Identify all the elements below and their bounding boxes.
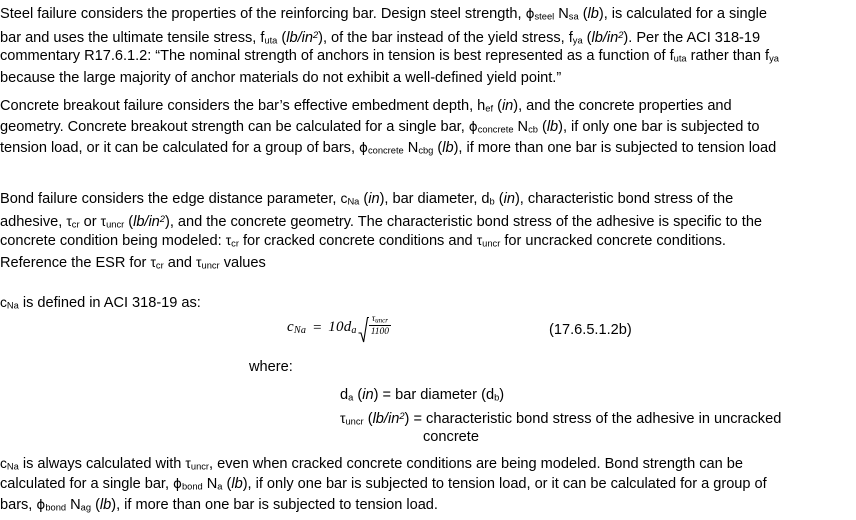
text-run: ( bbox=[537, 119, 547, 136]
paragraph-body bbox=[0, 292, 856, 313]
text-run: Concrete breakout failure considers the bar’s effective embedment depth, h bbox=[0, 98, 486, 114]
symbol-phi: ϕ bbox=[36, 497, 46, 514]
variable-symbol: c bbox=[0, 294, 7, 310]
text-run: ( bbox=[353, 387, 363, 403]
subscript: steel bbox=[534, 11, 555, 22]
symbol-phi: ϕ bbox=[173, 476, 182, 493]
text-run: bars, bbox=[0, 497, 37, 514]
subscript: a bbox=[348, 392, 354, 403]
text-run: Bond failure considers the edge distance parameter, bbox=[0, 191, 341, 207]
text-run: ( bbox=[582, 30, 592, 47]
symbol-phi: ϕ bbox=[525, 6, 535, 22]
text-run: Steel failure considers the properties of the reinforcing bar. Design steel strength, bbox=[0, 6, 526, 22]
subscript: ya bbox=[769, 53, 779, 64]
subscript: Na bbox=[347, 196, 360, 207]
text-line bbox=[0, 292, 856, 313]
variable-symbol: τ bbox=[340, 409, 346, 426]
subscript: ef bbox=[485, 103, 494, 114]
italic-text: lb bbox=[231, 476, 243, 493]
text-run: is defined in ACI 318-19 as: bbox=[18, 295, 201, 311]
subscript: b bbox=[494, 392, 500, 403]
subscript: cr bbox=[71, 219, 80, 230]
paragraph-body bbox=[0, 188, 856, 273]
text-line bbox=[0, 25, 856, 46]
italic-text: lb/in bbox=[591, 30, 619, 47]
text-run: values bbox=[219, 254, 266, 271]
variable-symbol: τ bbox=[100, 213, 107, 230]
where-definition-continuation bbox=[423, 427, 479, 448]
subscript: uncr bbox=[106, 219, 125, 230]
paragraph-cna-always-uncracked bbox=[0, 453, 856, 517]
superscript: 2 bbox=[312, 30, 319, 41]
variable-symbol: τ bbox=[66, 213, 72, 230]
text-run: and bbox=[163, 254, 197, 271]
paragraph-cna-definition-lead-in bbox=[0, 292, 856, 313]
subscript: concrete bbox=[477, 124, 514, 135]
text-run: ( bbox=[359, 191, 369, 207]
text-run: N bbox=[554, 6, 569, 22]
subscript: uncr bbox=[345, 416, 364, 427]
subscript: ya bbox=[572, 35, 583, 46]
italic-text: lb/in bbox=[372, 410, 400, 427]
variable-symbol: τ bbox=[476, 232, 483, 249]
text-run: Reference the ESR for bbox=[0, 254, 151, 271]
subscript: ag bbox=[80, 502, 92, 513]
subscript: cb bbox=[528, 124, 538, 135]
where-label: where: bbox=[249, 359, 293, 375]
subscript: Na bbox=[6, 461, 19, 472]
equation-fraction bbox=[368, 314, 392, 343]
text-run: ) = characteristic bond stress of the adhesive in uncracked bbox=[404, 410, 782, 427]
text-line bbox=[0, 453, 856, 474]
radical-sign-icon bbox=[358, 313, 368, 343]
italic-text: lb bbox=[587, 6, 599, 22]
italic-text: in bbox=[501, 98, 514, 114]
text-run: , even when cracked concrete conditions are being modeled. Bond strength can be bbox=[209, 456, 743, 472]
text-run: ( bbox=[277, 30, 287, 47]
subscript: uncr bbox=[201, 260, 220, 271]
text-run: ) bbox=[499, 387, 505, 403]
text-run: N bbox=[202, 476, 218, 493]
text-line bbox=[0, 96, 856, 117]
where-definition-tau-uncr bbox=[340, 406, 781, 433]
text-run: N bbox=[403, 140, 419, 157]
italic-text: lb/in bbox=[133, 214, 160, 231]
text-run: adhesive, bbox=[0, 214, 67, 231]
text-line bbox=[0, 68, 856, 89]
text-run: rather than f bbox=[686, 48, 770, 65]
superscript: 2 bbox=[618, 30, 624, 41]
symbol-phi: ϕ bbox=[359, 140, 368, 157]
subscript: b bbox=[489, 196, 495, 207]
text-line bbox=[0, 117, 856, 138]
subscript: sa bbox=[568, 11, 579, 22]
italic-text: lb/in bbox=[286, 30, 313, 47]
subscript: uta bbox=[264, 35, 278, 46]
text-line bbox=[0, 495, 856, 516]
paragraph-steel-failure bbox=[0, 4, 856, 89]
subscript: a bbox=[217, 481, 223, 492]
text-run: ( bbox=[91, 497, 100, 514]
equation-coefficient: $10d_a$ bbox=[328, 319, 357, 337]
text-run: ), characteristic bond stress of the bbox=[514, 191, 734, 207]
text-run: is always calculated with bbox=[18, 456, 186, 472]
variable-symbol: c bbox=[340, 190, 348, 206]
symbol-phi: ϕ bbox=[468, 119, 478, 136]
text-run: for cracked concrete conditions and bbox=[238, 233, 477, 250]
text-line bbox=[0, 252, 856, 273]
text-run: ( bbox=[124, 214, 134, 231]
italic-text: lb bbox=[99, 497, 112, 514]
text-run: tension load, or it can be calculated for a group of bars, bbox=[0, 140, 360, 157]
equation-block bbox=[0, 313, 856, 453]
text-line bbox=[0, 230, 856, 251]
text-run: ( bbox=[222, 476, 232, 493]
paragraph-body bbox=[0, 96, 856, 160]
text-run: ), if more than one bar is subjected to tension load. bbox=[111, 497, 438, 514]
subscript: bond bbox=[181, 481, 203, 492]
equation-number: (17.6.5.1.2b) bbox=[549, 322, 632, 338]
text-run: for uncracked concrete conditions. bbox=[500, 233, 726, 250]
paragraph-bond-failure bbox=[0, 188, 856, 273]
subscript: cr bbox=[155, 260, 164, 271]
text-run: ( bbox=[363, 410, 373, 427]
text-run: commentary R17.6.1.2: “The nominal strength of anchors in tension is best represented as a function of f bbox=[0, 48, 674, 65]
text-run: ), and the concrete properties and bbox=[513, 98, 732, 114]
subscript: uncr bbox=[482, 238, 501, 249]
text-run: calculated for a single bar, bbox=[0, 476, 174, 493]
text-line bbox=[0, 138, 856, 159]
text-line bbox=[0, 209, 856, 230]
variable-symbol: τ bbox=[150, 253, 156, 270]
paragraph-concrete-breakout-failure bbox=[0, 96, 856, 160]
fraction-denominator: 1100 bbox=[370, 326, 389, 337]
subscript: bond bbox=[45, 502, 67, 513]
equation-equals-sign: = bbox=[312, 319, 323, 336]
text-line bbox=[0, 188, 856, 209]
italic-text: in bbox=[503, 191, 515, 207]
text-run: ), bar diameter, d bbox=[379, 191, 490, 207]
italic-text: in bbox=[368, 191, 380, 207]
paragraph-body bbox=[0, 4, 856, 89]
superscript: 2 bbox=[159, 214, 165, 225]
text-run: ). Per the ACI 318-19 bbox=[623, 30, 761, 47]
fraction-numerator: $\tau_{uncr}$ bbox=[369, 314, 391, 326]
superscript: 2 bbox=[399, 411, 405, 421]
text-run: ), if more than one bar is subjected to tension load bbox=[453, 140, 777, 157]
text-run: ( bbox=[493, 98, 502, 114]
variable-symbol: τ bbox=[185, 455, 191, 471]
text-run: ( bbox=[433, 140, 443, 157]
subscript: uncr bbox=[190, 461, 210, 472]
text-run: ), of the bar instead of the yield stress, f bbox=[318, 30, 573, 47]
text-line bbox=[0, 4, 856, 25]
text-run: ( bbox=[578, 6, 588, 22]
text-run: ), is calculated for a single bbox=[598, 6, 767, 22]
text-run: N bbox=[513, 119, 529, 136]
text-line bbox=[0, 46, 856, 67]
text-run: concrete bbox=[423, 429, 479, 445]
text-run: geometry. Concrete breakout strength can be calculated for a single bar, bbox=[0, 119, 469, 136]
text-run: d bbox=[340, 387, 349, 403]
text-run: ), and the concrete geometry. The characteristic bond stress of the adhesive is specific to the bbox=[164, 214, 763, 231]
italic-text: lb bbox=[442, 140, 454, 157]
text-run: ) = bar diameter (d bbox=[373, 387, 495, 403]
text-run: because the large majority of anchor materials do not exhibit a well-defined yield point.” bbox=[0, 69, 562, 86]
equation-lhs: $c_{Na}$ bbox=[287, 319, 307, 337]
text-run: ), if only one bar is subjected to bbox=[558, 119, 760, 136]
text-run: or bbox=[79, 214, 101, 231]
equation-formula bbox=[287, 313, 392, 343]
subscript: cbg bbox=[418, 145, 434, 156]
subscript: concrete bbox=[367, 145, 404, 156]
text-run: ( bbox=[494, 191, 504, 207]
variable-symbol: τ bbox=[196, 253, 202, 270]
text-line bbox=[0, 474, 856, 495]
italic-text: lb bbox=[546, 119, 559, 136]
subscript: uta bbox=[673, 53, 687, 64]
italic-text: in bbox=[362, 387, 374, 403]
subscript: Na bbox=[6, 300, 19, 311]
paragraph-body bbox=[0, 453, 856, 517]
text-run: N bbox=[66, 497, 81, 514]
text-run: concrete condition being modeled: bbox=[0, 233, 226, 250]
variable-symbol: τ bbox=[225, 232, 232, 249]
text-run: bar and uses the ultimate tensile stress, f bbox=[0, 30, 265, 47]
equation-radical bbox=[358, 313, 392, 343]
variable-symbol: c bbox=[0, 455, 7, 471]
subscript: cr bbox=[231, 238, 239, 249]
text-run: ), if only one bar is subjected to tension load, or it can be calculated for a group of bbox=[242, 476, 767, 493]
